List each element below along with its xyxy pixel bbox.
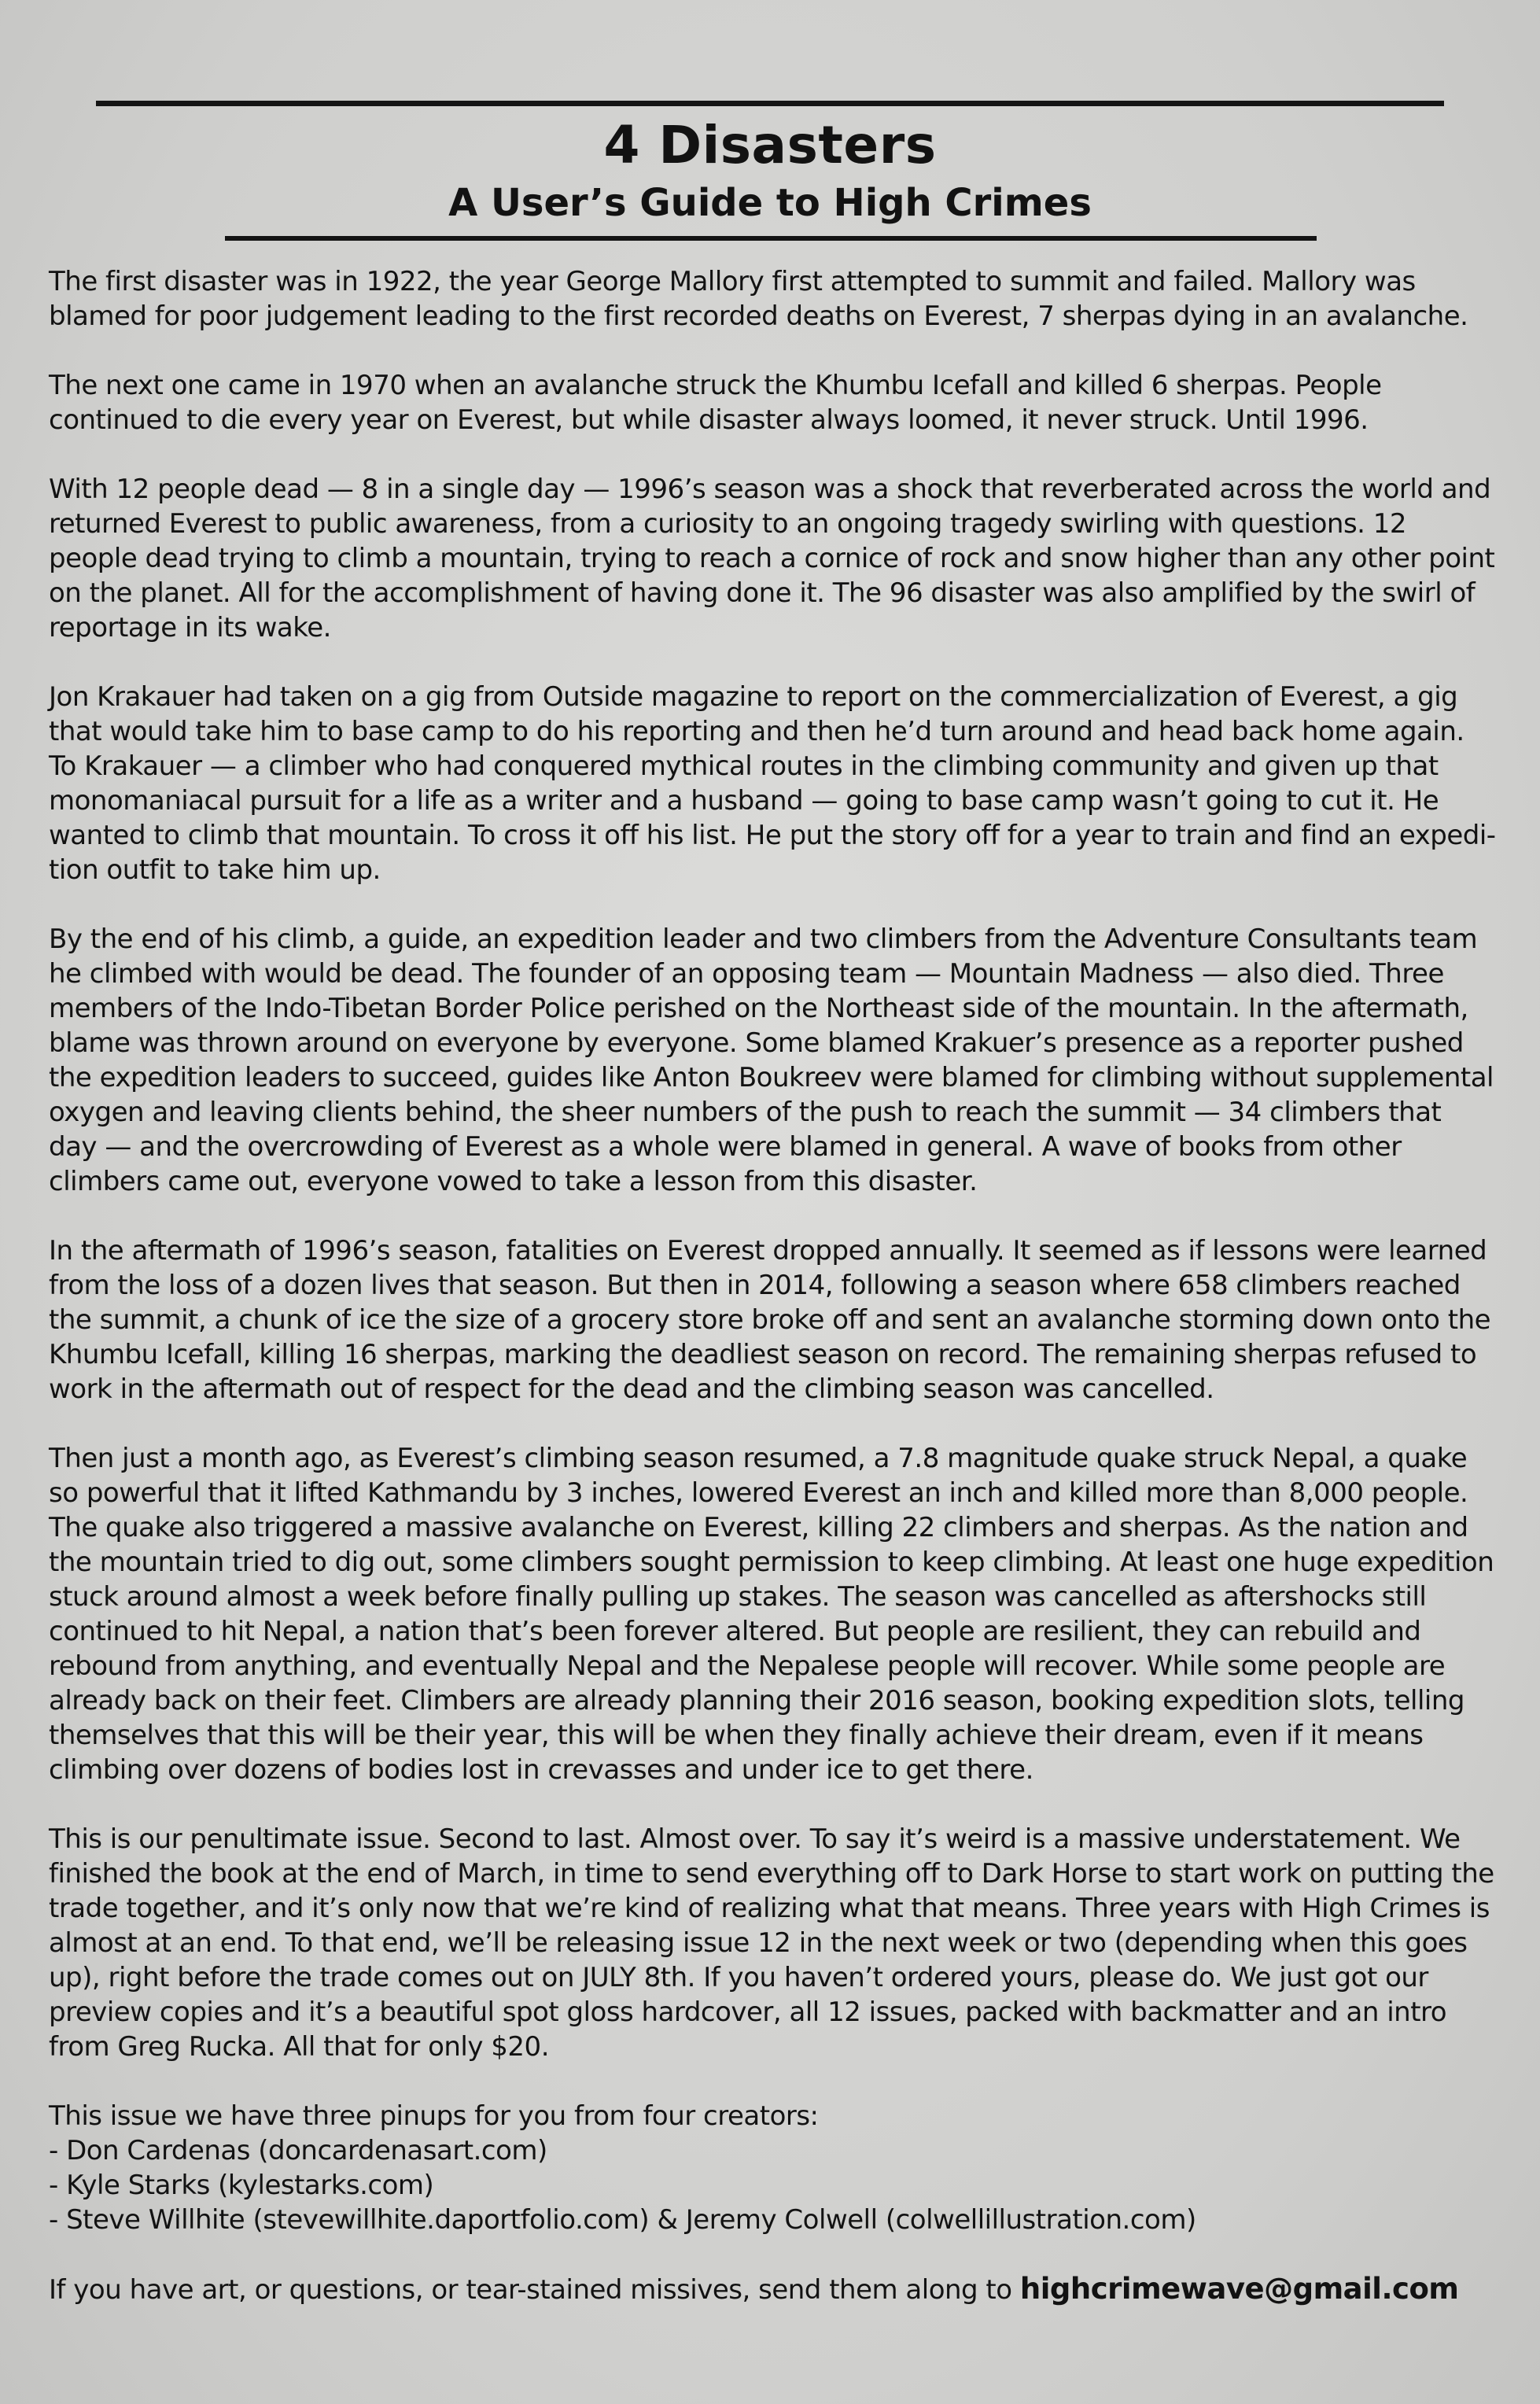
pinup-credits xyxy=(49,2099,1496,2237)
title-underline-rule xyxy=(225,236,1317,241)
page-title: 4 Disasters xyxy=(603,115,937,175)
credits-intro: This issue we have three pinups for you from four creators: xyxy=(49,2100,819,2132)
credit-item: - Don Cardenas (doncardenasart.com) xyxy=(49,2135,547,2166)
paragraph-8: This is our penultimate issue. Second to last. Almost over. To say it’s weird is a massive understatement. We finished the book at the end of March, in time to send everything off to Dark Horse to start work on putting the trade together, and it’s only now that we’re kind of realizing what that means. Three years with High Crimes is almost at an end. To that end, we’ll be releasing issue 12 in the next week or two (depending when this goes up), right before the trade comes out on JULY 8th. If you haven’t ordered yours, please do. We just got our preview copies and it’s a beautiful spot gloss hardcover, all 12 issues, packed with backmatter and an intro from Greg Rucka. All that for only $20. xyxy=(49,1823,1494,2063)
paragraph-5: By the end of his climb, a guide, an expedition leader and two climbers from the Adventure Consultants team he climbed with would be dead. The founder of an opposing team — Mountain Madness — also died. Three members of the Indo-Tibetan Border Police perished on the Northeast side of the mountain. In the aftermath, blame was thrown around on everyone by everyone. Some blamed Krakuer’s presence as a reporter pushed the expedition leaders to succeed, guides like Anton Boukreev were blamed for climbing without supplemental oxygen and leaving clients behind, the sheer numbers of the push to reach the summit — 34 climbers that day — and the overcrowding of Everest as a whole were blamed in general. A wave of books from other climbers came out, everyone vowed to take a lesson from this disaster. xyxy=(49,924,1494,1197)
paragraph-7: Then just a month ago, as Everest’s climbing season resumed, a 7.8 magnitude quake struck Nepal, a quake so powerful that it lifted Kathmandu by 3 inches, lowered Everest an inch and killed more than 8,000 people. The quake also triggered a massive avalanche on Everest, killing 22 climbers and sherpas. As the nation and the mountain tried to dig out, some climbers sought permission to keep climbing. At least one huge expedition stuck around almost a week before finally pulling up stakes. The season was cancelled as aftershocks still continued to hit Nepal, a nation that’s been forever altered. But people are resilient, they can rebuild and rebound from anything, and eventually Nepal and the Nepalese people will recover. While some people are already back on their feet. Climbers are already planning their 2016 season, booking expedition slots, telling themselves that this will be their year, this will be when they finally achieve their dream, even if it means climbing over dozens of bodies lost in crevasses and under ice to get there. xyxy=(49,1443,1494,1786)
paragraph-6: In the aftermath of 1996’s season, fatalities on Everest dropped annually. It seemed as if lessons were learned from the loss of a dozen lives that season. But then in 2014, following a season where 658 climbers reached the summit, a chunk of ice the size of a grocery store broke off and sent an avalanche storming down onto the Khumbu Icefall, killing 16 sherpas, marking the deadliest season on record. The remaining sherpas refused to work in the aftermath out of respect for the dead and the climbing season was cancelled. xyxy=(49,1235,1491,1405)
paragraph-1: The first disaster was in 1922, the year George Mallory first attempted to summit and failed. Mallory was blamed for poor judgement leading to the first recorded deaths on Everest, 7 sherpas dying in an avalanche. xyxy=(49,266,1468,332)
contact-email: highcrimewave@gmail.com xyxy=(1019,2272,1459,2306)
closing-text: If you have art, or questions, or tear-stained missives, send them along to xyxy=(49,2274,1020,2306)
closing-line xyxy=(49,2272,1496,2307)
paragraph-3: With 12 people dead — 8 in a single day — 1996’s season was a shock that reverberated across the world and returned Everest to public awareness, from a curiosity to an ongoing tragedy swirling with questions. 12 people dead trying to climb a mountain, trying to reach a cornice of rock and snow higher than any other point on the planet. All for the accomplishment of having done it. The 96 disaster was also amplified by the swirl of reportage in its wake. xyxy=(49,474,1495,643)
credit-item: - Steve Willhite (stevewillhite.daportfolio.com) & Jeremy Colwell (colwellillustration.com) xyxy=(49,2204,1196,2236)
article-body xyxy=(49,264,1496,2342)
page-subtitle: A User’s Guide to High Crimes xyxy=(448,181,1092,225)
credit-item: - Kyle Starks (kylestarks.com) xyxy=(49,2170,434,2201)
top-rule xyxy=(96,101,1444,106)
paragraph-2: The next one came in 1970 when an avalanche struck the Khumbu Icefall and killed 6 sherpas. People continued to die every year on Everest, but while disaster always loomed, it never struck. Until 1996. xyxy=(49,370,1382,436)
paragraph-4: Jon Krakauer had taken on a gig from Outside magazine to report on the commercialization of Everest, a gig that would take him to base camp to do his reporting and then he’d turn around and head back home again. To Krakauer — a climber who had conquered mythical routes in the climbing community and given up that monomaniacal pursuit for a life as a writer and a husband — going to base camp wasn’t going to cut it. He wanted to climb that mountain. To cross it off his list. He put the story off for a year to train and find an expedi-tion outfit to take him up. xyxy=(49,681,1496,886)
